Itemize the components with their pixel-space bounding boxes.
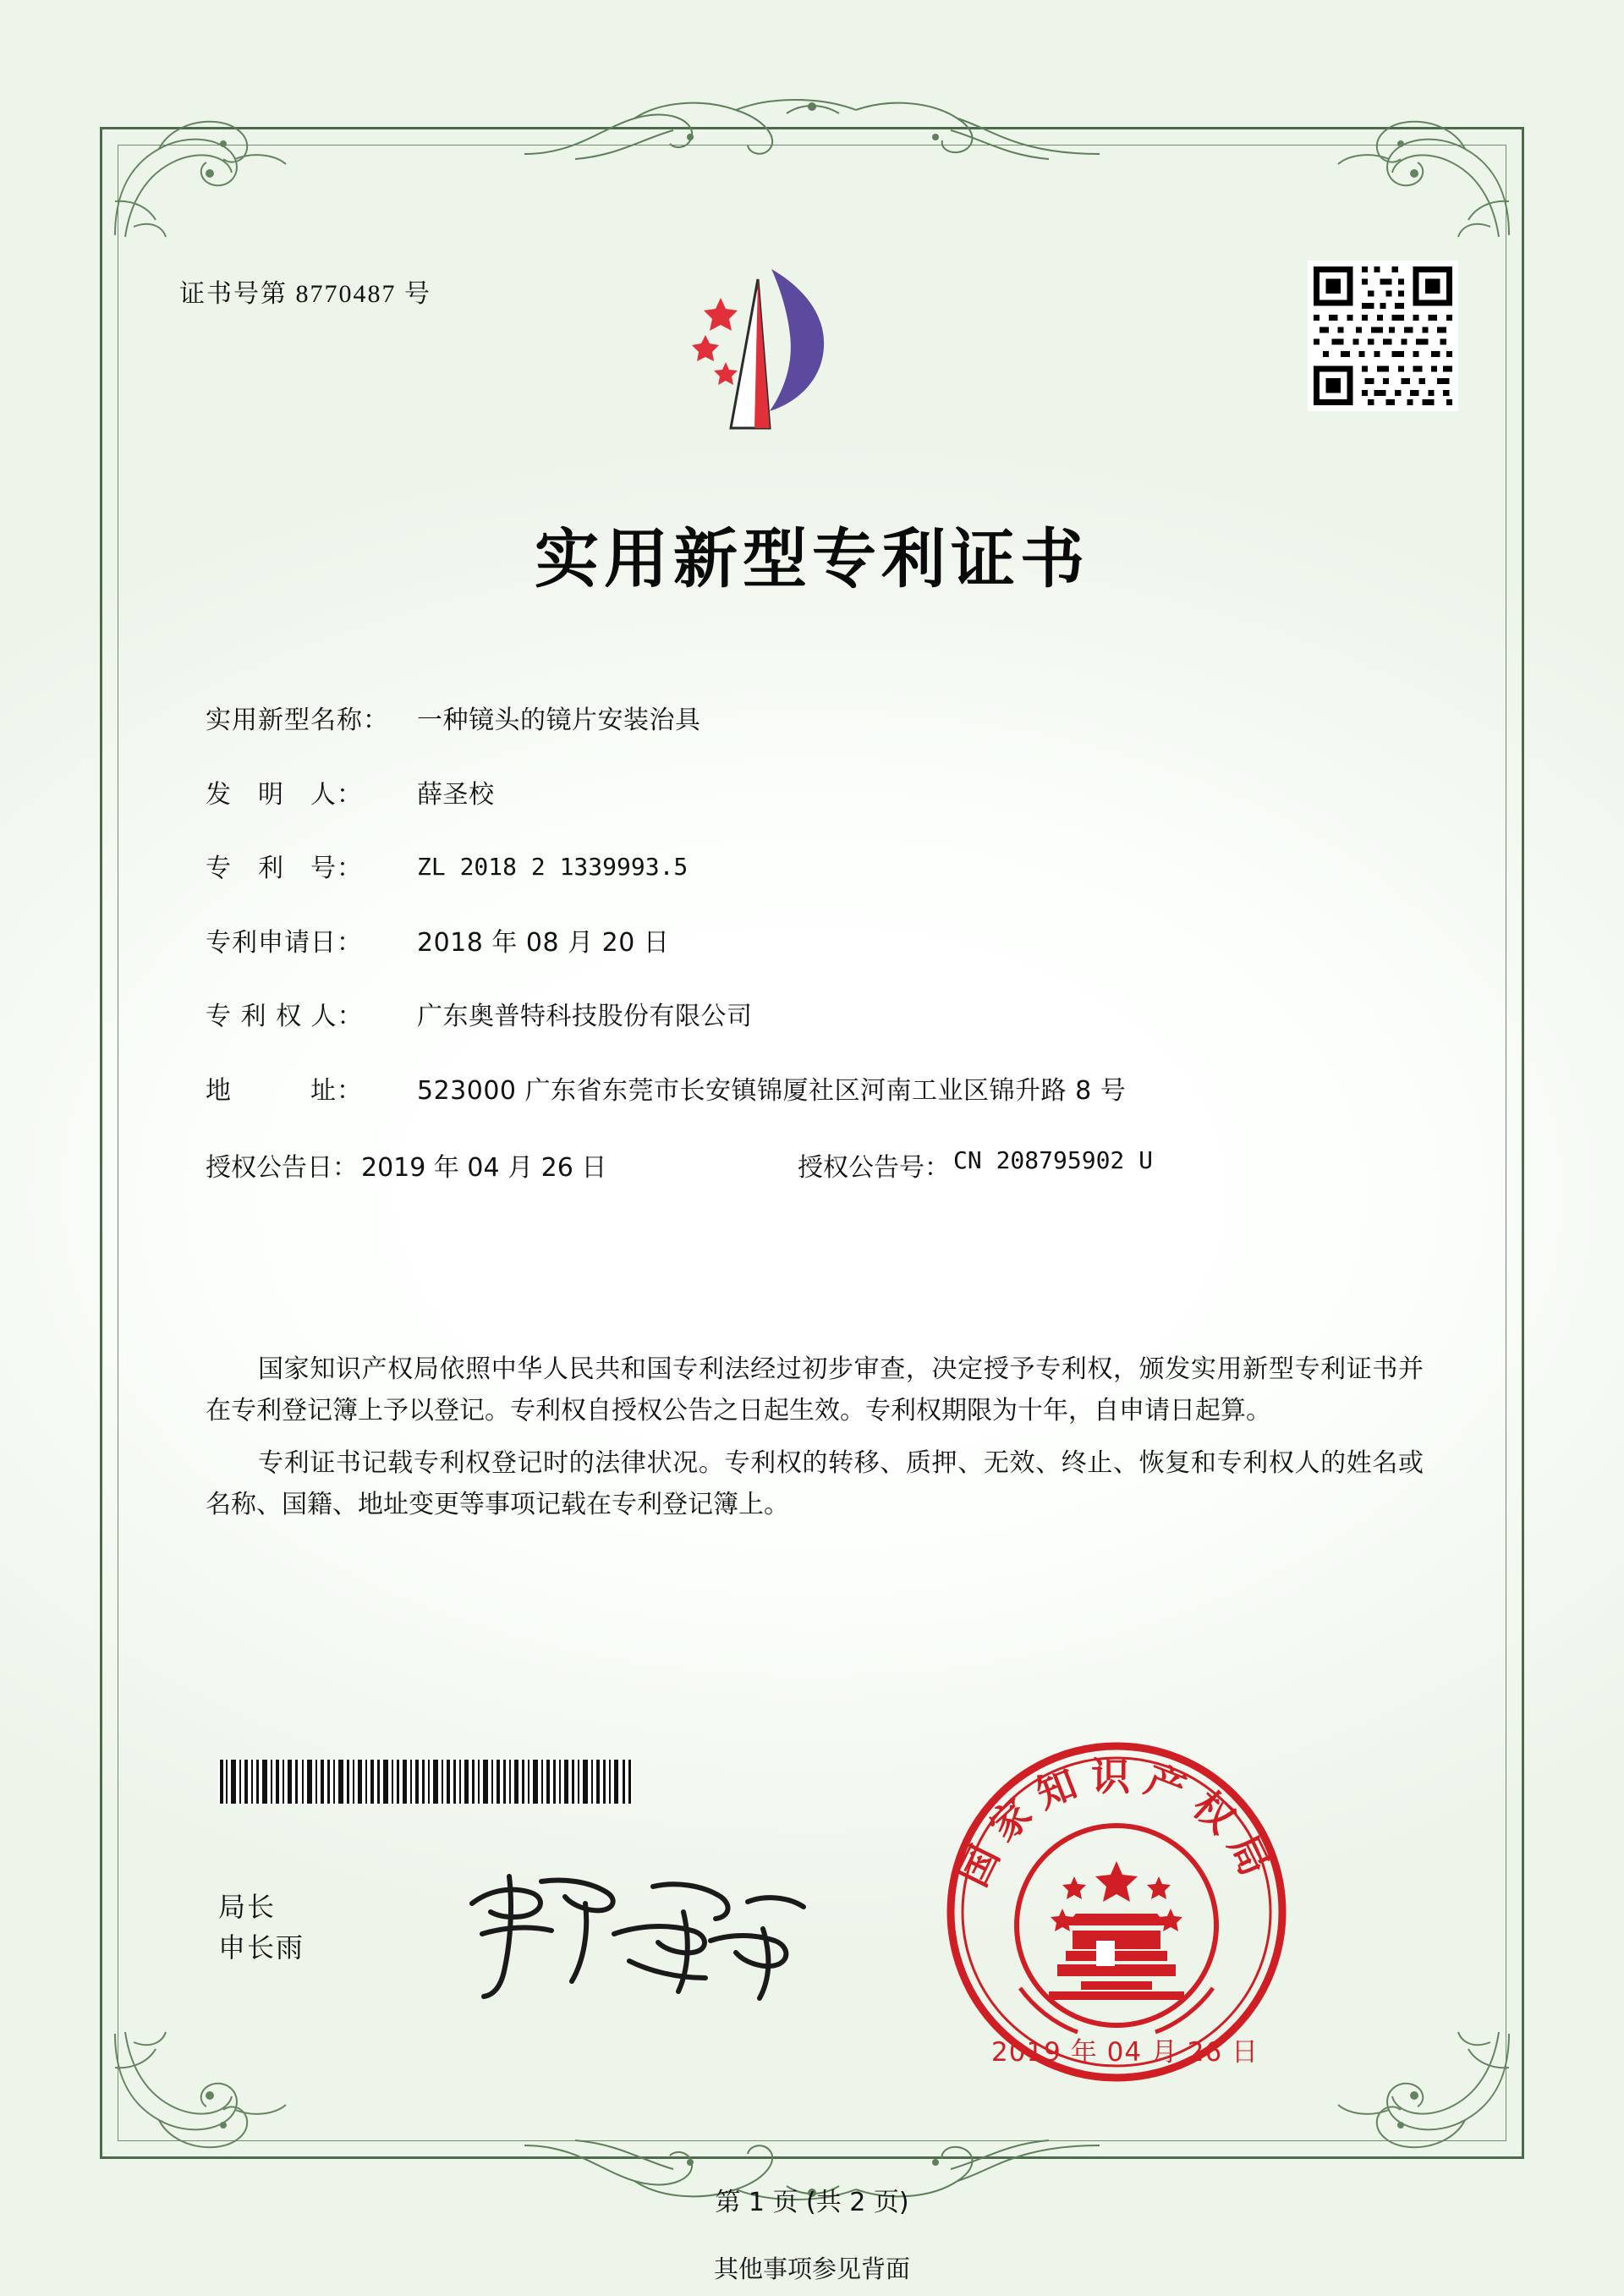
field-label: 专 利 号： <box>206 854 363 883</box>
field-value: 523000 广东省东莞市长安镇锦厦社区河南工业区锦升路 8 号 <box>417 1075 1127 1106</box>
handwritten-signature-icon <box>457 1853 820 2013</box>
director-name-label: 申长雨 <box>218 1931 305 1964</box>
field-label: 发 明 人： <box>206 779 363 810</box>
signature-labels <box>218 1887 304 1968</box>
grant-number-label: 授权公告号： <box>798 1153 950 1183</box>
director-title-label: 局长 <box>218 1891 277 1923</box>
seal-date: 2019 年 04 月 26 日 <box>991 2037 1259 2068</box>
field-patent-number <box>206 850 1407 887</box>
field-patentee <box>206 998 1407 1035</box>
field-value: 一种镜头的镜片安装治具 <box>417 706 701 735</box>
field-value: 薛圣校 <box>417 779 495 810</box>
grant-number-value: CN 208795902 U <box>953 1146 1154 1174</box>
field-address <box>206 1073 1407 1110</box>
field-value: ZL 2018 2 1339993.5 <box>417 853 689 881</box>
field-label: 专 利 权 人： <box>206 1002 364 1031</box>
qr-code <box>1308 261 1458 411</box>
field-application-date <box>206 925 1407 962</box>
field-value: 广东奥普特科技股份有限公司 <box>417 1002 753 1031</box>
field-label: 实用新型名称： <box>206 706 389 735</box>
cnipa-logo-icon <box>677 254 846 440</box>
field-utility-model-name <box>206 702 1407 739</box>
svg-text:国家知识产权局: 国家知识产权局 <box>949 1754 1284 1893</box>
grant-date-label: 授权公告日： <box>206 1153 358 1183</box>
page-indicator: 第 1 页 (共 2 页) <box>715 2188 909 2217</box>
back-side-note: 其他事项参见背面 <box>713 2255 910 2283</box>
top-flourish-ornament-icon <box>524 95 1100 173</box>
page-title: 实用新型专利证书 <box>535 521 1089 596</box>
field-inventor <box>206 777 1407 814</box>
field-grant-announcement <box>206 1146 1407 1184</box>
field-label: 专利申请日： <box>206 927 363 958</box>
certificate-number: 证书号第 8770487 号 <box>179 280 431 308</box>
barcode <box>218 1760 633 1804</box>
paragraph: 专利证书记载专利权登记时的法律状况。专利权的转移、质押、无效、终止、恢复和专利权人的姓名或名称、国籍、地址变更等事项记载在专利登记簿上。 <box>206 1448 1424 1519</box>
field-label: 地 址： <box>206 1075 363 1106</box>
certificate-fields <box>206 702 1407 1209</box>
grant-date-value: 2019 年 04 月 26 日 <box>361 1153 607 1183</box>
field-value: 2018 年 08 月 20 日 <box>417 927 670 958</box>
legal-text-block <box>206 1349 1424 1537</box>
paragraph: 国家知识产权局依照中华人民共和国专利法经过初步审查，决定授予专利权，颁发实用新型专利证书并在专利登记簿上予以登记。专利权自授权公告之日起生效。专利权期限为十年，自申请日起算。 <box>206 1354 1424 1425</box>
